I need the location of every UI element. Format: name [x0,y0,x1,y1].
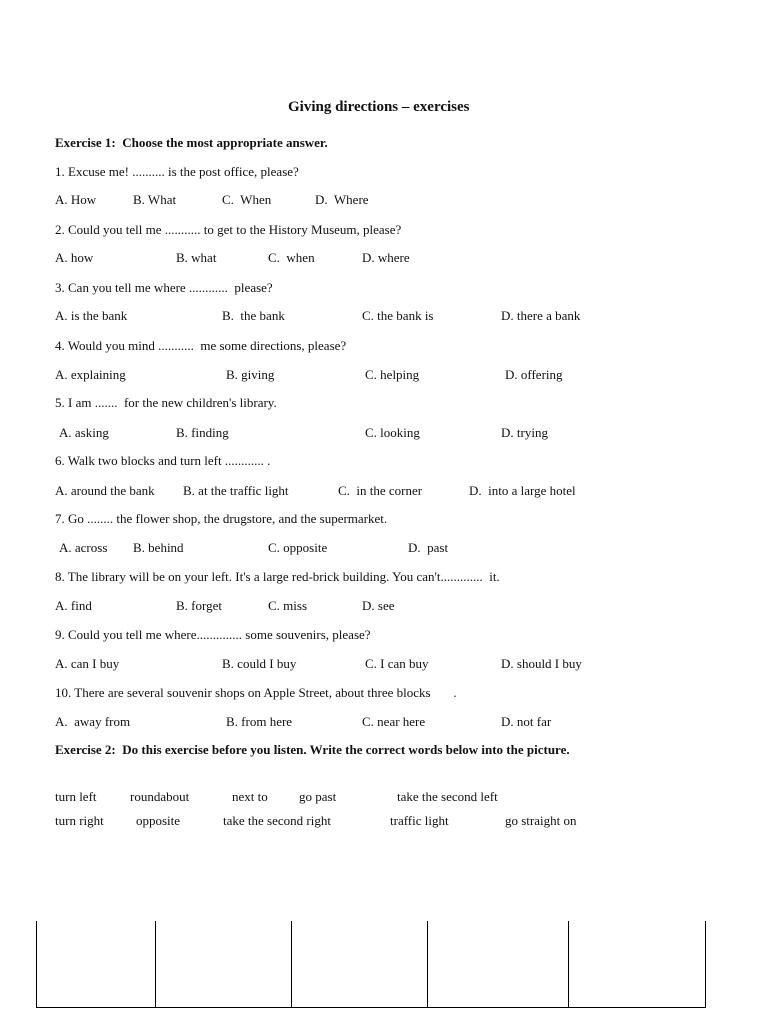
word-opposite: opposite [136,813,181,828]
question-7: 7. Go ........ the flower shop, the drugstore, and the supermarket. [55,511,388,526]
question-4: 4. Would you mind ........... me some directions, please? [55,338,347,353]
question-9: 9. Could you tell me where.............. some souvenirs, please? [55,627,371,642]
q2-option-a: A. how [55,250,94,265]
word-take-second-right: take the second right [223,813,331,828]
exercise1-heading: Exercise 1: Choose the most appropriate answer. [55,135,328,150]
q1-option-a: A. How [55,192,97,207]
exercise2-heading: Exercise 2: Do this exercise before you listen. Write the correct words below into the picture. [55,742,570,757]
q3-option-b: B. the bank [222,308,285,323]
grid-divider-3 [427,921,428,1007]
q6-option-b: B. at the traffic light [183,483,289,498]
q2-option-c: C. when [268,250,315,265]
word-traffic-light: traffic light [390,813,449,828]
word-turn-right: turn right [55,813,104,828]
q1-option-c: C. When [222,192,272,207]
question-10: 10. There are several souvenir shops on Apple Street, about three blocks . [55,685,457,700]
q3-option-c: C. the bank is [362,308,434,323]
q5-option-b: B. finding [176,425,229,440]
grid-divider-1 [155,921,156,1007]
q6-option-d: D. into a large hotel [469,483,576,498]
q4-option-b: B. giving [226,367,275,382]
question-2: 2. Could you tell me ........... to get to the History Museum, please? [55,222,402,237]
q8-option-d: D. see [362,598,395,613]
q4-option-d: D. offering [505,367,563,382]
q9-option-a: A. can I buy [55,656,120,671]
q10-option-a: A. away from [55,714,131,729]
page-title: Giving directions – exercises [288,99,470,115]
q10-option-c: C. near here [362,714,426,729]
q1-option-d: D. Where [315,192,369,207]
q8-option-c: C. miss [268,598,308,613]
question-8: 8. The library will be on your left. It's a large red-brick building. You can't............. it. [55,569,500,584]
word-go-straight-on: go straight on [505,813,577,828]
q6-option-c: C. in the corner [338,483,423,498]
q9-option-d: D. should I buy [501,656,582,671]
q7-option-c: C. opposite [268,540,328,555]
q2-option-b: B. what [176,250,217,265]
q10-option-d: D. not far [501,714,552,729]
question-3: 3. Can you tell me where ............ please? [55,280,273,295]
word-roundabout: roundabout [130,789,190,804]
q7-option-b: B. behind [133,540,184,555]
word-take-second-left: take the second left [397,789,498,804]
question-6: 6. Walk two blocks and turn left ............ . [55,453,271,468]
picture-grid [36,921,706,1008]
q6-option-a: A. around the bank [55,483,155,498]
q7-option-d: D. past [408,540,449,555]
q9-option-c: C. I can buy [365,656,429,671]
q3-option-d: D. there a bank [501,308,581,323]
q4-option-a: A. explaining [55,367,126,382]
q5-option-c: C. looking [365,425,420,440]
grid-divider-4 [568,921,569,1007]
q4-option-c: C. helping [365,367,420,382]
question-5: 5. I am ....... for the new children's library. [55,395,277,410]
word-next-to: next to [232,789,268,804]
question-1: 1. Excuse me! .......... is the post office, please? [55,164,299,179]
q7-option-a: A. across [59,540,108,555]
q8-option-a: A. find [55,598,92,613]
q8-option-b: B. forget [176,598,222,613]
q5-option-d: D. trying [501,425,548,440]
q9-option-b: B. could I buy [222,656,297,671]
q5-option-a: A. asking [59,425,109,440]
q1-option-b: B. What [133,192,177,207]
grid-divider-2 [291,921,292,1007]
q3-option-a: A. is the bank [55,308,128,323]
word-go-past: go past [299,789,337,804]
q2-option-d: D. where [362,250,410,265]
q10-option-b: B. from here [226,714,293,729]
word-turn-left: turn left [55,789,97,804]
